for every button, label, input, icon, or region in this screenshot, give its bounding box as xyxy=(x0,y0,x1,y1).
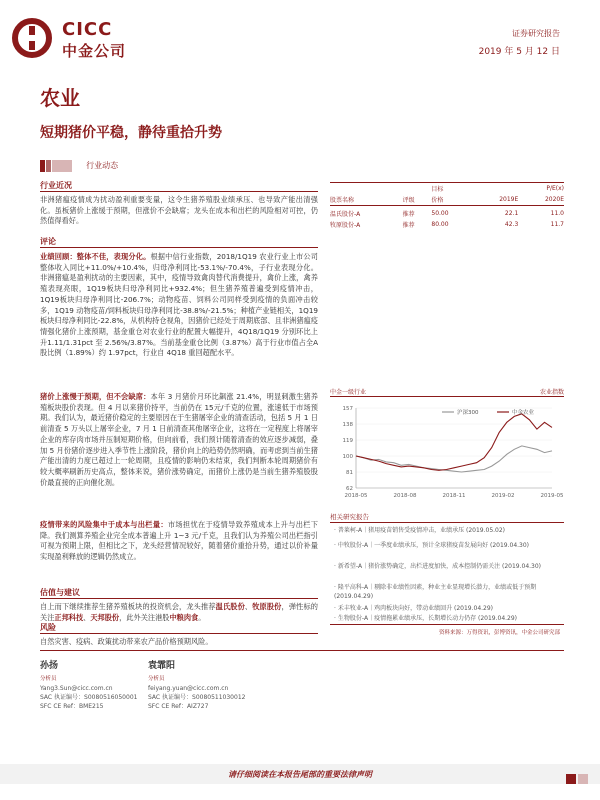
valuation-pre: 自上而下继续推荐生猪养殖板块的投资机会，龙头推荐 xyxy=(40,602,216,611)
stock-link: 中粮肉食 xyxy=(169,612,199,622)
x-tick-label: 2018-05 xyxy=(344,493,368,499)
related-report-title: · 新希望-A｜猪价涨势确定，出栏进度加快，成本控制仍需关注 (2019.04.30) xyxy=(334,563,542,570)
related-report[interactable] xyxy=(334,541,560,550)
y-tick-label: 62 xyxy=(346,486,353,492)
rating-table xyxy=(330,170,564,230)
risk-text: 自然灾害、疫病、政策扰动带来农产品价格预期风险。 xyxy=(40,637,213,646)
logo-en: CICC xyxy=(62,19,113,40)
table-row[interactable] xyxy=(330,208,564,219)
analyst-role: 分析员 xyxy=(148,676,165,682)
pe-2020: 11.7 xyxy=(550,221,564,228)
divider xyxy=(40,650,564,651)
pe-2019: 22.1 xyxy=(504,210,519,217)
p1-body: 根据中信行业指数，2018/1Q19 农业行业上市公司整体收入同比+11.0%/+10.4%，归母净利同比-53.1%/-70.4%，子行业表现分化。非洲猪瘟是盈利扰动的主要因素，其中，疫情导致禽肉替代消费提升，禽价上涨，禽养殖表现亮眼，1Q19板块归母净利同比+932.4%；但生猪养殖普遍受到疫情冲击，1Q19板块归母净利同比-206.7%；动物疫苗、饲料公司同样受到疫情的负面冲击较多，1Q19 动物疫苗/饲料板块归母净利同比-38.8%/-21.5%；种植产业链相关，1Q19 板块归母净利同比-22.8%，从机构持仓视角，因猪价已经处于周期底部、且非洲猪瘟疫情强化猪价上涨预期，基金重仓对农业行业的配置大幅提升，4Q18/1Q19 分别环比上升1.11/1.31pct 至 2.56%/3.87%。当前基金重仓比例（3.87%）高于行业市值占全A股比例（1.89%）约 1.97pct，行业自 4Q18 重回超配水平。 xyxy=(40,252,318,358)
valuation-tail: 。 xyxy=(198,612,206,622)
commentary-paragraph-2 xyxy=(40,392,318,488)
valuation-text xyxy=(40,602,318,623)
p3-body: 市场担忧在于疫情导致养殖成本上升与出栏下降。我们测算养殖企业完全成本普遍上升 1~3 元/千克，且我们认为养殖公司出栏指引可视为预期上限，但相比之下，龙头经营情况较好，随着猪价重拾升势，通过以价补量实现盈利释放的逻辑仍然成立。 xyxy=(40,520,318,562)
col-header: 2019E xyxy=(499,196,519,203)
section-heading-valuation: 估值与建议 xyxy=(40,588,80,597)
page-subtitle: 短期猪价平稳，静待重拾升势 xyxy=(40,125,222,141)
tag-bar xyxy=(52,160,72,172)
analyst-card xyxy=(148,662,288,711)
related-report-title: · 隆平高科-A｜剔除非业绩性因素，种业主业显现增长潜力，业绩或低于预期 (2019.04.29) xyxy=(334,584,537,600)
col-header: 2020E xyxy=(544,196,564,203)
y-tick-label: 157 xyxy=(342,406,353,412)
separator: 、 xyxy=(83,612,91,622)
analyst-email[interactable]: Yang3.Sun@cicc.com.cn xyxy=(40,685,113,692)
commentary-paragraph-3 xyxy=(40,520,318,563)
col-header xyxy=(330,183,403,194)
related-report[interactable] xyxy=(334,583,560,601)
divider xyxy=(40,633,318,634)
analyst-sac: SAC 执证编号：S0080511030012 xyxy=(148,694,246,701)
divider xyxy=(330,396,564,397)
overview-text: 非洲猪瘟疫情成为扰动盈利重要变量，这令生猪养殖股业绩承压、也导致产能出清强化。虽板猪价上涨缓于预期，但涨价不会缺席；龙头在成本和出栏的风险相对可控，仍然值得看好。 xyxy=(40,195,318,226)
analyst-sfc: SFC CE Ref：AIZ727 xyxy=(148,703,209,710)
report-date: 2019 年 5 月 12 日 xyxy=(478,47,560,57)
legend-label: 沪深300 xyxy=(457,410,479,416)
col-header: 评级 xyxy=(402,197,415,204)
stock-rating: 推荐 xyxy=(402,211,415,218)
divider xyxy=(330,624,564,625)
related-report[interactable] xyxy=(334,604,560,613)
cicc-logo-icon xyxy=(12,18,52,58)
footer-bar xyxy=(578,774,588,784)
related-report[interactable] xyxy=(334,526,560,535)
stock-link: 天邦股份 xyxy=(90,612,120,622)
divider xyxy=(40,247,318,248)
page-title: 农业 xyxy=(40,86,80,110)
cicc-logo xyxy=(12,18,172,62)
p1-lead: 业绩回顾：整体不佳，表现分化。 xyxy=(40,252,151,261)
stock-link: 温氏股份 xyxy=(215,602,245,611)
col-header: 目标 xyxy=(431,186,444,193)
section-heading-risk: 风险 xyxy=(40,623,56,632)
p2-lead: 猪价上涨慢于预期，但不会缺席： xyxy=(40,392,151,401)
stock-name: 温氏股份-A xyxy=(330,211,361,218)
stock-name: 牧原股份-A xyxy=(330,222,361,229)
section-heading-overview: 行业近况 xyxy=(40,181,72,190)
valuation-end: ，此外关注港股 xyxy=(119,612,170,622)
tag-label: 行业动态 xyxy=(86,161,119,170)
y-tick-label: 81 xyxy=(346,470,353,476)
related-report-title: · 中牧股份-A｜一季度业绩承压，预计全球猪疫苗发展向好 (2019.04.30) xyxy=(334,542,530,549)
pe-2019: 42.3 xyxy=(504,221,519,228)
y-tick-label: 119 xyxy=(342,438,353,444)
stock-rating: 推荐 xyxy=(402,222,415,229)
target-price: 80.00 xyxy=(431,221,449,228)
y-tick-label: 138 xyxy=(342,422,353,428)
related-heading: 相关研究报告 xyxy=(330,513,369,521)
source-credit: 资料来源：万得资讯，彭博资讯，中金公司研究部 xyxy=(438,630,560,636)
col-header: P/E(x) xyxy=(546,185,564,192)
legal-footer xyxy=(0,764,600,784)
x-tick-label: 2019-02 xyxy=(491,493,515,499)
analyst-name: 袁霏阳 xyxy=(148,661,176,671)
commentary-paragraph-1 xyxy=(40,252,318,359)
table-row[interactable] xyxy=(330,219,564,230)
logo-cn: 中金公司 xyxy=(62,42,127,60)
divider xyxy=(40,191,318,192)
y-tick-label: 100 xyxy=(342,454,353,460)
footer-text: 请仔细阅读在本报告尾部的重要法律声明 xyxy=(228,770,372,779)
footer-bars xyxy=(564,769,588,788)
divider xyxy=(330,522,564,523)
col-header xyxy=(403,183,432,194)
p2-body: 本年 3 月猪价月环比飙涨 21.4%，明显刺激生猪养殖板块股价表现。但 4 月以来猪价持平，当前仍在 15元/千克的位置，涨速低于市场预期。我们认为，最近猪价稳定的主要原因在于生猪屠宰企业的清查活动，包括 5 月 1 日前清查 5 万头以上屠宰企业，7 月 1 日前清查其他屠宰企业，这将在一定程度上将屠宰企业的库存肉市场并压制短期价格，但向前看，我们预计随着清查的效应逐步减弱，叠加 5 月份猪价逐步进入季节性上涨阶段，猪价向上的趋势仍然明确，而考虑到当前生猪产能出清的力度已超过上一轮周期，且疫情的影响仍未结束，我们判断本轮周期猪价有较大概率刷新历史高点，整体来说，猪价涨势确定，而猪价上涨仍是当前生猪养殖股股价最直接的正向催化剂。 xyxy=(40,392,318,487)
report-type: 证券研究报告 xyxy=(512,29,560,38)
analyst-email[interactable]: feiyang.yuan@cicc.com.cn xyxy=(148,685,229,692)
valuation-mid: ，弹性标的关注 xyxy=(40,602,318,622)
tag-bar xyxy=(40,160,45,172)
analyst-sfc: SFC CE Ref：BME215 xyxy=(40,703,104,710)
related-report-title: · 普莱柯-A｜猪用疫苗销售受疫情冲击，业绩承压 (2019.05.02) xyxy=(334,527,506,534)
index-performance-chart xyxy=(330,400,564,504)
x-tick-label: 2018-11 xyxy=(442,493,466,499)
related-report[interactable] xyxy=(334,614,560,623)
pe-2020: 11.0 xyxy=(550,210,564,217)
stock-link: 牧原股份 xyxy=(252,602,282,611)
separator: 、 xyxy=(244,602,253,611)
legend-label: 中金农业 xyxy=(512,410,535,416)
x-tick-label: 2018-08 xyxy=(393,493,417,499)
analyst-role: 分析员 xyxy=(40,676,57,682)
p3-lead: 疫情带来的风险集中于成本与出栏量： xyxy=(40,520,168,529)
x-tick-label: 2019-05 xyxy=(540,493,564,499)
related-report-title: · 生物股份-A｜疫情拖累业绩承压，长期增长动力仍存 (2019.04.29) xyxy=(334,615,518,622)
analyst-name: 孙扬 xyxy=(40,661,59,671)
category-tag xyxy=(40,155,119,170)
footer-bar xyxy=(566,774,576,784)
analyst-sac: SAC 执证编号：S0080516050001 xyxy=(40,694,138,701)
divider xyxy=(40,598,318,599)
section-heading-commentary: 评论 xyxy=(40,237,56,246)
col-header: 股票名称 xyxy=(330,197,355,204)
chart-source: 农业指数 xyxy=(540,389,565,396)
col-header: 价格 xyxy=(431,197,444,204)
target-price: 50.00 xyxy=(431,210,449,217)
stock-link: 正邦科技 xyxy=(54,612,84,622)
related-report-title: · 禾丰牧业-A｜鸡肉板块向好，带动业绩回升 (2019.04.29) xyxy=(334,605,494,612)
tag-bar xyxy=(46,160,51,172)
chart-title: 中金一级行业 xyxy=(330,389,367,396)
related-report[interactable] xyxy=(334,562,560,571)
